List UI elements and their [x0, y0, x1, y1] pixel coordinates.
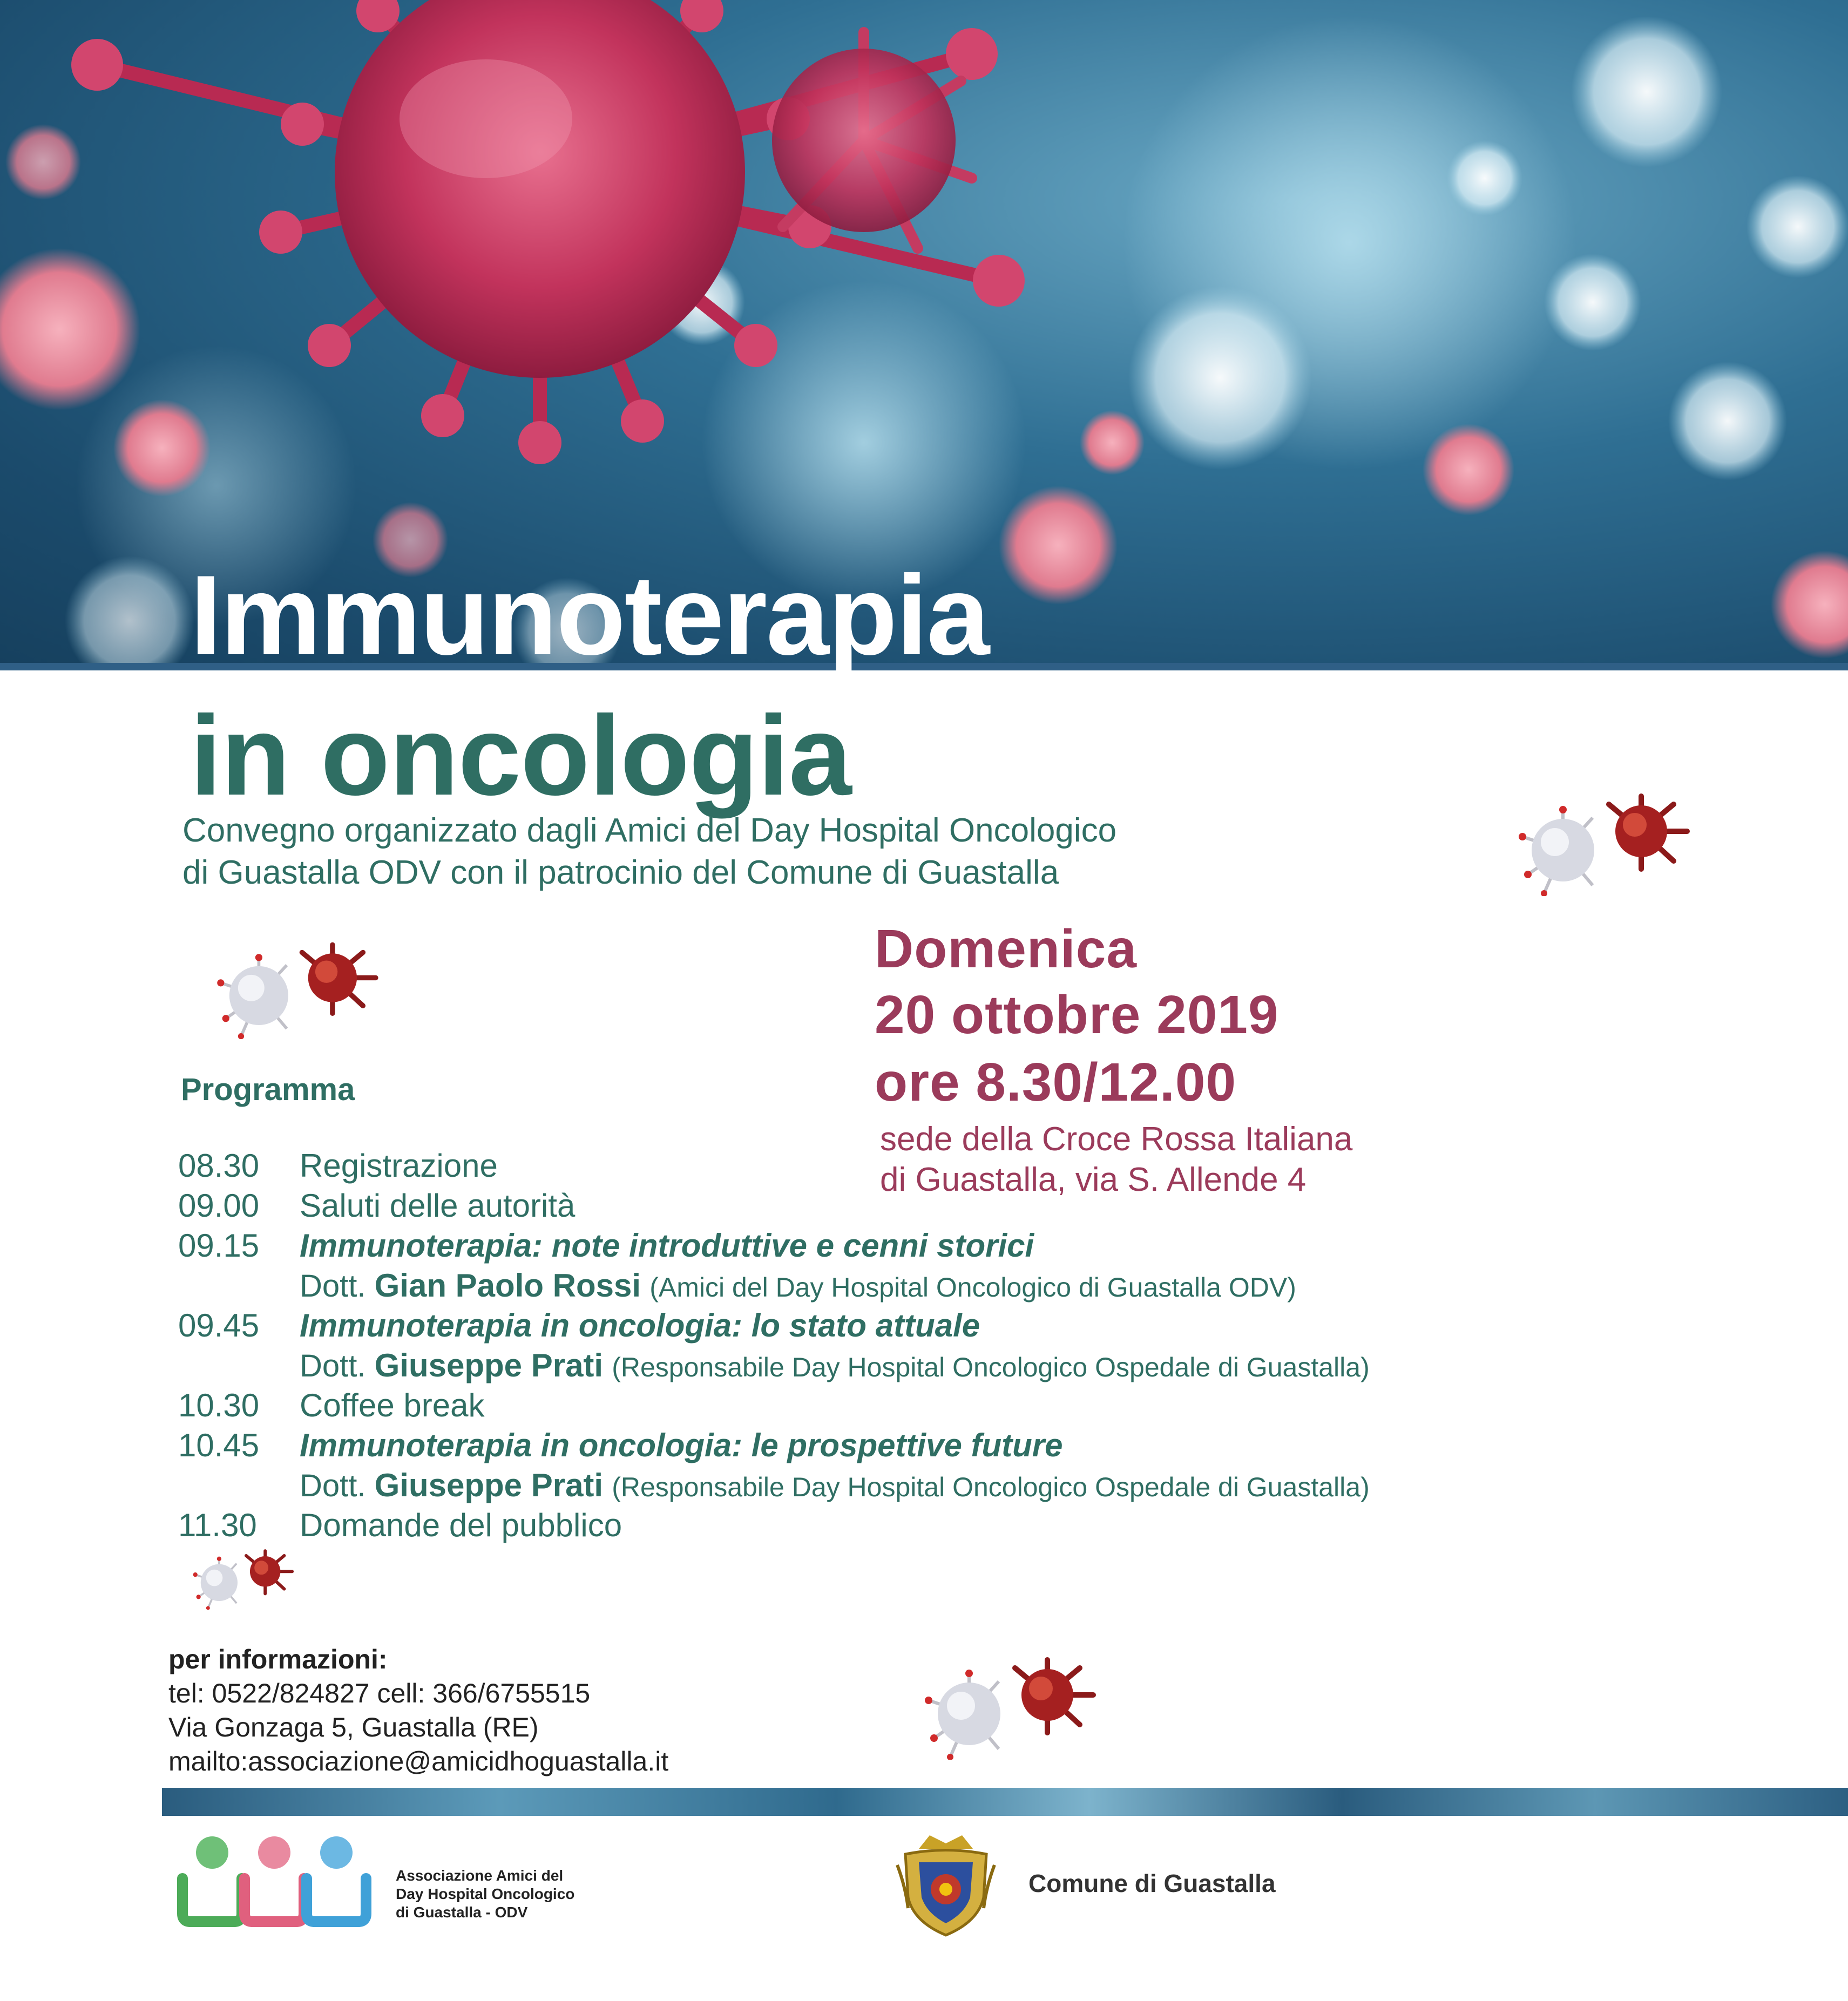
- speaker-affiliation: (Amici del Day Hospital Oncologico di Guastalla ODV): [649, 1272, 1296, 1303]
- info-heading: per informazioni:: [168, 1644, 388, 1674]
- association-line-3: di Guastalla - ODV: [396, 1904, 528, 1921]
- programme-title: Immunoterapia in oncologia: lo stato attuale: [300, 1307, 980, 1344]
- programme-title: Domande del pubblico: [300, 1507, 622, 1543]
- title-line-1: Immunoterapia: [190, 552, 989, 679]
- programme-time: 09.00: [178, 1188, 260, 1224]
- association-line-2: Day Hospital Oncologico: [396, 1885, 575, 1902]
- speaker-affiliation: (Responsabile Day Hospital Oncologico Ospedale di Guastalla): [612, 1352, 1370, 1382]
- speaker-name: Giuseppe Prati: [374, 1347, 604, 1383]
- programme-speaker: [300, 1349, 1370, 1382]
- municipality-name: Comune di Guastalla: [1028, 1869, 1276, 1897]
- programme-title: Immunoterapia in oncologia: le prospettive future: [300, 1427, 1063, 1463]
- event-date: 20 ottobre 2019: [875, 985, 1279, 1045]
- venue-line-2: di Guastalla, via S. Allende 4: [880, 1161, 1307, 1198]
- speaker-affiliation: (Responsabile Day Hospital Oncologico Ospedale di Guastalla): [612, 1472, 1370, 1502]
- speaker-name: Gian Paolo Rossi: [374, 1267, 641, 1304]
- programme-item: [178, 1429, 1063, 1462]
- programme-item: [178, 1227, 1034, 1264]
- footer-band: [162, 1788, 1848, 1816]
- association-line-1: Associazione Amici del: [396, 1867, 564, 1884]
- programme-item: [178, 1389, 484, 1422]
- programme-title: Saluti delle autorità: [300, 1188, 576, 1224]
- programme-time: 10.45: [178, 1427, 260, 1463]
- info-phone: tel: 0522/824827 cell: 366/6755515: [168, 1678, 591, 1708]
- info-address: Via Gonzaga 5, Guastalla (RE): [168, 1712, 539, 1742]
- association-name: [396, 1867, 574, 1922]
- subtitle-line-2: di Guastalla ODV con il patrocinio del Comune di Guastalla: [182, 854, 1059, 891]
- programme-item: [178, 1190, 575, 1222]
- programme-title: Coffee break: [300, 1387, 485, 1423]
- speaker-prefix: Dott.: [300, 1348, 366, 1383]
- virus-cluster-icon: [189, 1549, 297, 1610]
- programme-item: [178, 1150, 498, 1182]
- virus-cluster-icon: [1512, 793, 1695, 896]
- programme-heading: Programma: [181, 1072, 355, 1107]
- programme-title: Registrazione: [300, 1148, 498, 1184]
- programme-time: 08.30: [178, 1148, 260, 1184]
- association-logo: [172, 1835, 377, 1927]
- programme-speaker: [300, 1267, 1296, 1304]
- municipality-crest-icon: [892, 1833, 1000, 1938]
- programme-time: 09.45: [178, 1307, 260, 1344]
- info-email-link[interactable]: mailto:associazione@amicidhoguastalla.it: [168, 1746, 669, 1776]
- event-time: ore 8.30/12.00: [875, 1052, 1237, 1113]
- programme-speaker: [300, 1469, 1370, 1502]
- virus-cluster-icon: [918, 1657, 1101, 1760]
- programme-time: 10.30: [178, 1387, 260, 1423]
- programme-time: 09.15: [178, 1227, 260, 1264]
- title-line-2: in oncologia: [190, 692, 851, 819]
- venue-line-1: sede della Croce Rossa Italiana: [880, 1121, 1353, 1158]
- speaker-prefix: Dott.: [300, 1269, 366, 1304]
- programme-title: Immunoterapia: note introduttive e cenni storici: [300, 1227, 1034, 1264]
- event-day: Domenica: [875, 919, 1137, 979]
- programme-time: 11.30: [178, 1507, 257, 1543]
- speaker-prefix: Dott.: [300, 1468, 366, 1503]
- subtitle: [182, 810, 1116, 894]
- speaker-name: Giuseppe Prati: [374, 1467, 604, 1503]
- programme-item: [178, 1509, 622, 1542]
- programme-item: [178, 1307, 980, 1344]
- virus-cluster-icon: [211, 942, 383, 1039]
- subtitle-line-1: Convegno organizzato dagli Amici del Day Hospital Oncologico: [182, 812, 1117, 849]
